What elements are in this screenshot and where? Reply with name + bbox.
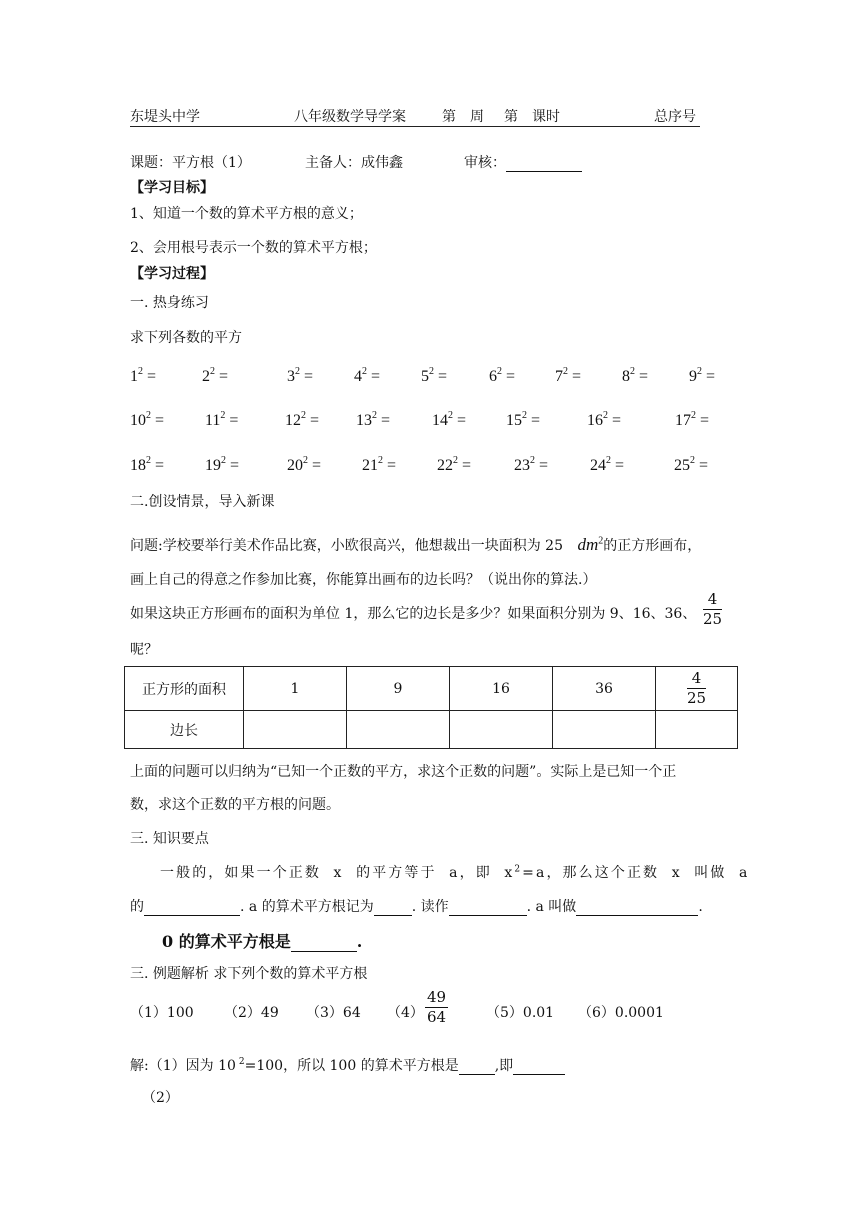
answer-blank: [576, 901, 698, 916]
table-row-label: 正方形的面积: [125, 667, 244, 711]
topic: 课题：平方根（1）: [130, 155, 251, 171]
scenario-paragraph-1: 问题:学校要举行美术作品比赛，小欧很高兴，他想裁出一块面积为 25 $dm^2$的正方形画布，: [130, 535, 702, 554]
answer-cell: [553, 711, 656, 749]
square-exercise: $11^2$ =: [205, 410, 239, 429]
example-item: （2）49: [224, 1005, 279, 1021]
fraction-49-64: $\frac{49}{64}$: [427, 988, 447, 1026]
square-exercise: $10^2$ =: [130, 410, 165, 429]
area-side-table: [124, 666, 738, 749]
answer-cell: [347, 711, 450, 749]
square-exercise: $14^2$ =: [432, 410, 467, 429]
examples-title: 三. 例题解析 求下列个数的算术平方根: [130, 966, 368, 982]
square-exercise: $8^2$ =: [622, 366, 649, 385]
answer-blank: [449, 901, 527, 916]
lesson-field: 第 课时: [504, 109, 560, 125]
table-cell: 16: [450, 667, 553, 711]
page-header: [130, 106, 700, 127]
square-exercise: $7^2$ =: [555, 366, 582, 385]
serial-field: 总序号: [654, 109, 696, 125]
square-exercise: $15^2$ =: [506, 410, 541, 429]
table-cell: 1: [244, 667, 347, 711]
goals-heading: 【学习目标】: [130, 180, 214, 196]
example-item: （5）0.01: [486, 1005, 555, 1021]
knowledge-definition: 一般的，如果一个正数 x 的平方等于 a，即 $x^2=a$，那么这个正数 x 叫做 a: [160, 864, 750, 881]
square-exercise: $23^2$ =: [514, 455, 549, 474]
square-exercise: $17^2$ =: [675, 410, 710, 429]
table-cell: 9: [347, 667, 450, 711]
square-exercise: $12^2$ =: [285, 410, 320, 429]
example-item: （6）0.0001: [578, 1005, 664, 1021]
worksheet-title: 八年级数学导学案: [294, 109, 406, 125]
square-exercise: $1^2$ =: [130, 366, 157, 385]
next-item: （2）: [142, 1090, 179, 1106]
answer-blank: [144, 901, 240, 916]
square-exercise: $24^2$ =: [590, 455, 625, 474]
example-item: （4）: [387, 1005, 424, 1021]
reviewer-blank: [506, 157, 582, 172]
table-row-label: 边长: [125, 711, 244, 749]
square-exercise: $16^2$ =: [587, 410, 622, 429]
answer-blank: [374, 901, 412, 916]
scenario-paragraph-4: 呢？: [130, 642, 158, 658]
scenario-paragraph-2: 画上自己的得意之作参加比赛，你能算出画布的边长吗？（说出你的算法.）: [130, 572, 597, 588]
summary-line: 上面的问题可以归纳为“已知一个正数的平方，求这个正数的问题”。实际上是已知一个正: [130, 764, 677, 780]
summary-line: 数，求这个正数的平方根的问题。: [130, 797, 340, 813]
square-exercise: $4^2$ =: [354, 366, 381, 385]
table-cell-fraction: $\frac{4}{25}$: [656, 667, 738, 711]
solution-line: 解:（1）因为 10 $^2$=100，所以 100 的算术平方根是 ,即: [130, 1055, 565, 1075]
answer-blank: [459, 1060, 495, 1075]
square-exercise: $6^2$ =: [489, 366, 516, 385]
square-exercise: $22^2$ =: [437, 455, 472, 474]
square-exercise: $25^2$ =: [674, 455, 709, 474]
example-item: （1）100: [130, 1005, 194, 1021]
square-exercise: $18^2$ =: [130, 455, 165, 474]
answer-blank: [513, 1060, 565, 1075]
fraction-4-25: $\frac{4}{25}$: [703, 590, 723, 628]
square-exercise: $2^2$ =: [202, 366, 229, 385]
goal-item: 2、会用根号表示一个数的算术平方根；: [130, 240, 377, 256]
answer-blank: [291, 935, 357, 952]
warmup-title: 一. 热身练习: [130, 295, 209, 311]
answer-cell: [244, 711, 347, 749]
unit: $dm^2$: [577, 535, 604, 554]
preparer: 主备人：成伟鑫: [305, 155, 403, 171]
warmup-instruction: 求下列各数的平方: [130, 330, 242, 346]
knowledge-blanks: 的 . a 的算术平方根记为 . 读作 . a 叫做 .: [130, 899, 703, 915]
zero-root-statement: 0 的算术平方根是 .: [162, 932, 363, 951]
answer-cell: [656, 711, 738, 749]
goal-item: 1、知道一个数的算术平方根的意义；: [130, 206, 363, 222]
square-exercise: $19^2$ =: [205, 455, 240, 474]
scenario-paragraph-3: 如果这块正方形画布的面积为单位 1，那么它的边长是多少？如果面积分别为 9、16、36、: [130, 606, 697, 622]
scenario-title: 二.创设情景，导入新课: [130, 494, 275, 510]
square-exercise: $3^2$ =: [287, 366, 314, 385]
example-item: （3）64: [306, 1005, 361, 1021]
week-field: 第 周: [442, 109, 484, 125]
square-exercise: $20^2$ =: [287, 455, 322, 474]
square-exercise: $21^2$ =: [362, 455, 397, 474]
square-exercise: $9^2$ =: [689, 366, 716, 385]
process-heading: 【学习过程】: [130, 266, 214, 282]
knowledge-title: 三. 知识要点: [130, 831, 209, 847]
school-name: 东堤头中学: [130, 109, 200, 125]
reviewer: 审核：: [464, 152, 582, 172]
answer-cell: [450, 711, 553, 749]
table-cell: 36: [553, 667, 656, 711]
square-exercise: $13^2$ =: [356, 410, 391, 429]
square-exercise: $5^2$ =: [421, 366, 448, 385]
